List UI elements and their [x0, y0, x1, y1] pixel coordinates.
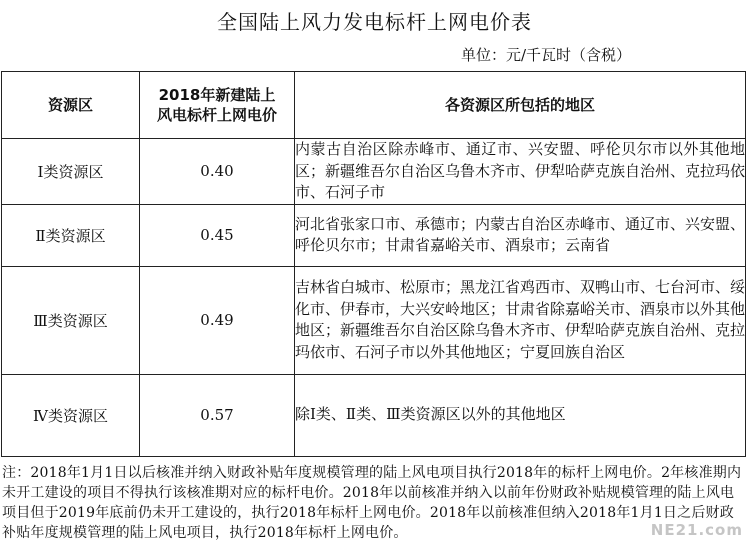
zone-name: Ⅰ类资源区	[2, 139, 140, 205]
table-row	[2, 266, 746, 374]
table-row	[2, 139, 746, 205]
zone-price: 0.45	[140, 204, 295, 266]
zone-regions: 除Ⅰ类、Ⅱ类、Ⅲ类资源区以外的其他地区	[295, 374, 746, 456]
zone-regions: 吉林省白城市、松原市；黑龙江省鸡西市、双鸭山市、七台河市、绥化市、伊春市，大兴安岭地区；甘肃省除嘉峪关市、酒泉市以外其他地区；新疆维吾尔自治区除乌鲁木齐市、伊犁哈萨克族自治州、克拉玛依市、石河子市以外其他地区；宁夏回族自治区	[295, 266, 746, 374]
zone-price: 0.57	[140, 374, 295, 456]
tariff-table	[1, 71, 746, 457]
table-header-row	[2, 72, 746, 139]
zone-price: 0.40	[140, 139, 295, 205]
page-title: 全国陆上风力发电标杆上网电价表	[217, 10, 532, 34]
header-zone: 资源区	[2, 72, 140, 139]
zone-name: Ⅲ类资源区	[2, 266, 140, 374]
header-price	[140, 72, 295, 139]
zone-regions: 河北省张家口市、承德市；内蒙古自治区赤峰市、通辽市、兴安盟、呼伦贝尔市；甘肃省嘉峪关市、酒泉市；云南省	[295, 204, 746, 266]
table-row	[2, 204, 746, 266]
zone-name: Ⅱ类资源区	[2, 204, 140, 266]
header-regions: 各资源区所包括的地区	[295, 72, 746, 139]
zone-regions: 内蒙古自治区除赤峰市、通辽市、兴安盟、呼伦贝尔市以外其他地区；新疆维吾尔自治区乌鲁木齐市、伊犁哈萨克族自治州、克拉玛依市、石河子市	[295, 139, 746, 205]
footnote: 注：2018年1月1日以后核准并纳入财政补贴年度规模管理的陆上风电项目执行2018年的标杆上网电价。2年核准期内未开工建设的项目不得执行该核准期对应的标杆电价。2018年以前核准并纳入以前年份财政补贴规模管理的陆上风电项目但于2019年底前仍未开工建设的，执行2018年标杆上网电价。2018年以前核准但纳入2018年1月1日之后财政补贴年度规模管理的陆上风电项目，执行2018年标杆上网电价。	[2, 465, 742, 541]
unit-label: 单位：元/千瓦时（含税）	[460, 46, 631, 64]
zone-name: Ⅳ类资源区	[2, 374, 140, 456]
watermark-logo: NE21.com	[650, 521, 743, 539]
header-price-text: 2018年新建陆上风电标杆上网电价	[157, 86, 278, 124]
table-row	[2, 374, 746, 456]
zone-price: 0.49	[140, 266, 295, 374]
